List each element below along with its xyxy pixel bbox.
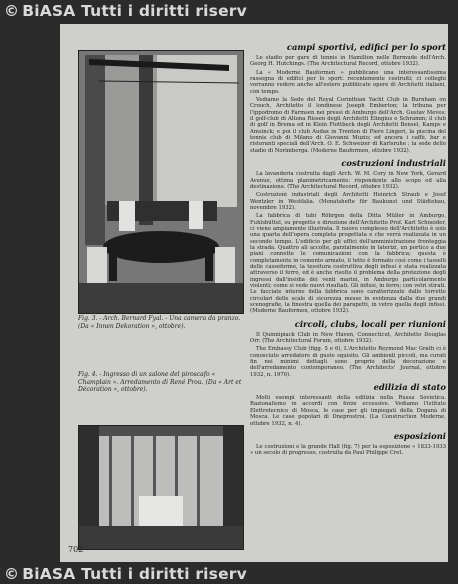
section-sport [250,42,446,154]
copyright-symbol: © [4,2,20,20]
paragraph: Vediamo la Sede del Royal Corinthian Yacht Club in Burnham on Crouch, Architetto il londinese Joseph Emberton; la tribuna per l'ippodromo di Farmsen nei pressi di Amburgo dell'Arch. Gustav Meves; il golf-club di Altona Rissen degli Architetti Elingius e Schramm; il club di golf in Brema ed in Klein Flottbeck degli Architetti Bensel, Kamps e Amsinck; e poi il club Audax in Trenton di Piero Lingeri, la piscina del tennis club di Milano di Giovanni Muzio; ed ancora i caffè, bar e ristoranti speciali dell'Arch. O. E. Schweizer di Karlsruhe ; la sede dello stadio di Norimberga. (Moderne Bauformen, ottobre 1932). [250,97,446,154]
copyright-symbol: © [4,565,20,583]
figure-3-caption: Fig. 3. - Arch. Bernard Fyal. - Una camera da pranzo. (Da « Innen Dekoration », ottobre). [78,315,241,330]
watermark-text: BiASA Tutti i diritti riserv [22,2,247,20]
paragraph: La lavanderia costruita dagli Arch. W. M. Cory in New York, Gerard Avenue, ottima planimetricamente: rispondente allo scopo ed alla destinazione. (The Architectural Record, ottobre 1932). [250,171,446,190]
section-industrial [250,158,446,315]
section-clubs [250,319,446,378]
paragraph: Le costruzioni e la grande Hall (fig. 7) per la esposizione « 1833-1933 » un secolo di progresso, costruita da Paul Philippe Cret. [250,443,446,457]
paragraph: Il Quinnipiack Club in New Haven, Connecticut, Architetto Douglas Orr. (The Architectural Forum, ottobre 1932). [250,331,446,345]
figure-4-caption: Fig. 4. - Ingresso di un salone del piroscafo « Champlain ». Arredamento di René Prou. (Da « Art et Décoration », ottobre). [78,371,242,394]
section-heading: esposizioni [393,430,446,441]
section-heading: campi sportivi, edifici per lo sport [286,42,446,52]
text-column [250,42,446,461]
paragraph: Lo stadio per gare di tennis in Hamilton nelle Bermude dell'Arch. Georg H. Hutchings. (The Architectural Record, ottobre 1932). [250,55,446,68]
paragraph: Molti esempi interessanti della edilizia nella Russa Sovietica. Razionalismo in accordi con forze eccessive. Vediamo l'istituto Elettrotecnico di Mosca, le case per gli impiegati della Doganà di Mosca. Le case popolari di Dneprostroi. (La Construction Moderne, ottobre 1932, n. 4). [250,395,446,427]
section-heading: edilizia di stato [373,382,446,393]
figure-4-photo [78,425,244,550]
watermark-text: BiASA Tutti i diritti riserv [22,565,247,583]
page-number: 702 [68,545,84,554]
figure-3-photo [78,50,244,314]
dining-room-illustration [79,51,243,313]
section-heading: costruzioni industriali [341,158,446,169]
watermark-top [4,2,247,20]
paragraph: La « Moderne Bauformen » pubblicano una interessantissima rassegna di edifici per lo sport: recentemente costruiti; ci colleghi vorranno vedere anche all'estero pubblicate opere di Architetti italiani, con tempo. [250,69,446,95]
paragraph: Costruzioni industriali degli Architetti Heinrich Straub e Josef Wentzler in Westfalia. (Monatshefte für Baukunst und Städtebau, novembre 1932). [250,192,446,211]
paragraph: La fabbrica di tubi Röhrgen della Ditta Müller in Amburgo, Fuhlsbüttel, su progetto e direzione dell'Architetto Prof. Karl Schneider, ci viene ampiamente illustrata. Il nuovo complesso dell'Architetto è solo una quarta dell'opera completa progettata e che verrà realizzata in un secondo tempo. L'edificio per gli uffici dell'amministrazione fronteggia la strada. Quattro ali accolte, parzialmente in laterizi, un portico a due piani connette le comunicazioni con la fabbrica; questa è completamente in cemento armato, il tetto è formato così come i tasselli delle casseforme, la tessitura costruttiva degli infissi è stata realizzata attraverso il ferro, ed è anche risolto il problema della protezione degli ingressi dall'insidia dei venti marini, in Amburgo particolarmente violenti; come si vede nuovi risultati. Gli infissi, in ferro; con vetri stirati. Le facciate interne della fabbrica sono caratterizzate dalle torrette circolari delle scale di sicurezza messe in evidenza dalla due grandi scenografie, la finestra quella dei parapetti, in vetro quella degli infissi. (Moderne Bauformen, ottobre 1932). [250,213,446,315]
section-exhibitions [250,431,446,457]
section-heading: circoli, clubs, locali per riunioni [294,318,446,329]
scanned-page [60,24,448,562]
paragraph: The Embassy Club (figg. 5 e 6), L'Architetto Reymond Mac Grath ci è conosciuto arredatore di gusto squisito. Gli ambienti piccoli, ma curati fin nei minimi dettagli sono proprio della decorazione e dell'arredamento contemporaneo. (The Architects' Journal, ottobre 1932, n. 1970). [250,346,446,378]
section-state-building [250,382,446,427]
watermark-bottom [4,565,247,583]
ship-salon-illustration [79,426,243,549]
